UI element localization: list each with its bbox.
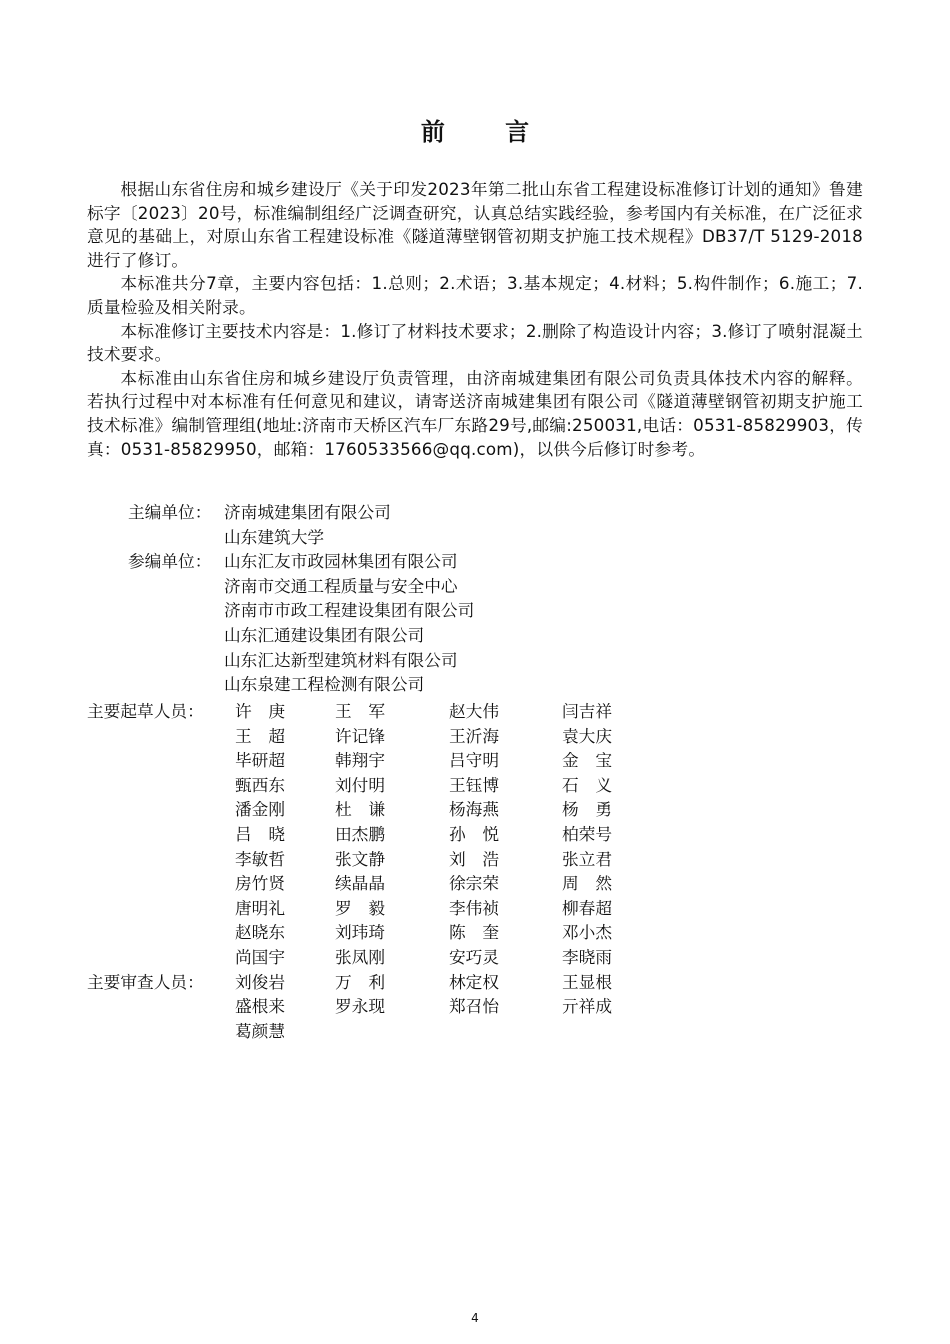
chief-units-list <box>224 500 391 549</box>
person-name: 柳春超 <box>562 897 613 918</box>
preface-paragraph: 本标准修订主要技术内容是：1.修订了材料技术要求；2.删除了构造设计内容；3.修订了喷射混凝土技术要求。 <box>87 320 863 365</box>
reviewers <box>87 970 642 1044</box>
person-name: 田杰鹏 <box>335 823 386 844</box>
unit-item: 济南市市政工程建设集团有限公司 <box>224 600 475 621</box>
person-name: 李晓雨 <box>562 946 613 967</box>
person-name: 许记锋 <box>335 725 386 746</box>
person-name: 周 然 <box>562 873 613 894</box>
reviewers-grid <box>235 970 642 1044</box>
people-section <box>87 699 642 1043</box>
person-name: 杜 谦 <box>335 799 386 820</box>
chief-units-label: 主编单位： <box>128 502 212 522</box>
person-name: 吕 晓 <box>235 823 286 844</box>
person-name: 王显根 <box>562 971 613 992</box>
person-name: 袁大庆 <box>562 725 613 746</box>
person-name: 盛根来 <box>235 996 286 1017</box>
person-name: 甄西东 <box>235 774 286 795</box>
unit-item: 山东建筑大学 <box>224 526 325 547</box>
person-name: 赵大伟 <box>449 701 500 721</box>
units-section <box>128 500 474 697</box>
person-name: 亓祥成 <box>562 996 613 1017</box>
person-name: 罗永现 <box>335 996 386 1017</box>
unit-item: 山东汇通建设集团有限公司 <box>224 624 425 645</box>
person-name: 金 宝 <box>562 750 613 771</box>
unit-item: 山东汇友市政园林集团有限公司 <box>224 551 458 572</box>
unit-item: 济南市交通工程质量与安全中心 <box>224 575 458 596</box>
person-name: 刘 浩 <box>449 848 500 869</box>
person-name: 柏荣号 <box>562 823 613 844</box>
unit-item: 山东泉建工程检测有限公司 <box>224 674 425 695</box>
person-name: 张文静 <box>335 848 386 869</box>
person-name: 王沂海 <box>449 725 500 746</box>
person-name: 续晶晶 <box>335 873 386 894</box>
person-name: 徐宗荣 <box>449 873 500 894</box>
person-name: 王钰博 <box>449 774 500 795</box>
person-name: 房竹贤 <box>235 873 286 894</box>
person-name: 孙 悦 <box>449 823 500 844</box>
person-name: 唐明礼 <box>235 897 286 918</box>
person-name: 王 军 <box>335 701 386 721</box>
person-name: 刘付明 <box>335 774 386 795</box>
person-name: 闫吉祥 <box>562 701 613 721</box>
person-name: 刘玮琦 <box>335 922 386 943</box>
person-name: 万 利 <box>335 971 386 992</box>
drafters <box>87 699 642 970</box>
person-name: 罗 毅 <box>335 897 386 918</box>
person-name: 杨海燕 <box>449 799 500 820</box>
person-name: 李敏哲 <box>235 848 286 869</box>
page-number: 4 <box>471 1311 479 1325</box>
preface-paragraph: 根据山东省住房和城乡建设厅《关于印发2023年第二批山东省工程建设标准修订计划的通知》鲁建标字〔2023〕20号，标准编制组经广泛调查研究，认真总结实践经验，参考国内有关标准，在广泛征求意见的基础上，对原山东省工程建设标准《隧道薄壁钢管初期支护施工技术规程》DB37/T 5129-2018进行了修订。 <box>87 179 863 270</box>
person-name: 邓小杰 <box>562 922 613 943</box>
person-name: 吕守明 <box>449 750 500 771</box>
person-name: 潘金刚 <box>235 799 286 820</box>
preface-paragraph: 本标准由山东省住房和城乡建设厅负责管理，由济南城建集团有限公司负责具体技术内容的解释。若执行过程中对本标准有任何意见和建议，请寄送济南城建集团有限公司《隧道薄壁钢管初期支护施工技术标准》编制管理组(地址:济南市天桥区汽车厂东路29号,邮编:250031,电话：0531-85829903，传真：0531-85829950，邮箱：1760533566@qq.com)，以供今后修订时参考。 <box>87 367 863 459</box>
preface-paragraph: 本标准共分7章，主要内容包括：1.总则；2.术语；3.基本规定；4.材料；5.构件制作；6.施工；7.质量检验及相关附录。 <box>87 273 863 317</box>
reviewers-label: 主要审查人员： <box>87 971 204 992</box>
person-name: 石 义 <box>562 774 613 795</box>
participating-units <box>128 549 474 697</box>
person-name: 杨 勇 <box>562 799 613 820</box>
participating-units-list <box>224 549 474 697</box>
drafters-label: 主要起草人员： <box>87 701 204 721</box>
person-name: 张凤刚 <box>335 946 386 967</box>
unit-item: 山东汇达新型建筑材料有限公司 <box>224 649 458 670</box>
person-name: 赵晓东 <box>235 922 286 943</box>
person-name: 刘俊岩 <box>235 971 286 992</box>
person-name: 郑召怡 <box>449 996 500 1017</box>
person-name: 安巧灵 <box>449 946 500 967</box>
person-name: 陈 奎 <box>449 922 500 943</box>
person-name: 韩翔宇 <box>335 750 386 771</box>
person-name: 林定权 <box>449 971 500 992</box>
person-name: 李伟祯 <box>449 897 500 918</box>
person-name: 尚国宇 <box>235 946 286 967</box>
person-name: 许 庚 <box>235 701 286 721</box>
chief-units <box>128 500 474 549</box>
person-name: 毕研超 <box>235 750 286 771</box>
participating-units-label: 参编单位： <box>128 551 212 572</box>
person-name: 王 超 <box>235 725 286 746</box>
page-title: 前 言 <box>420 118 556 146</box>
preface-body <box>87 178 863 461</box>
drafters-grid <box>235 699 642 970</box>
person-name: 张立君 <box>562 848 613 869</box>
unit-item: 济南城建集团有限公司 <box>224 502 391 522</box>
person-name: 葛颜慧 <box>235 1020 286 1041</box>
